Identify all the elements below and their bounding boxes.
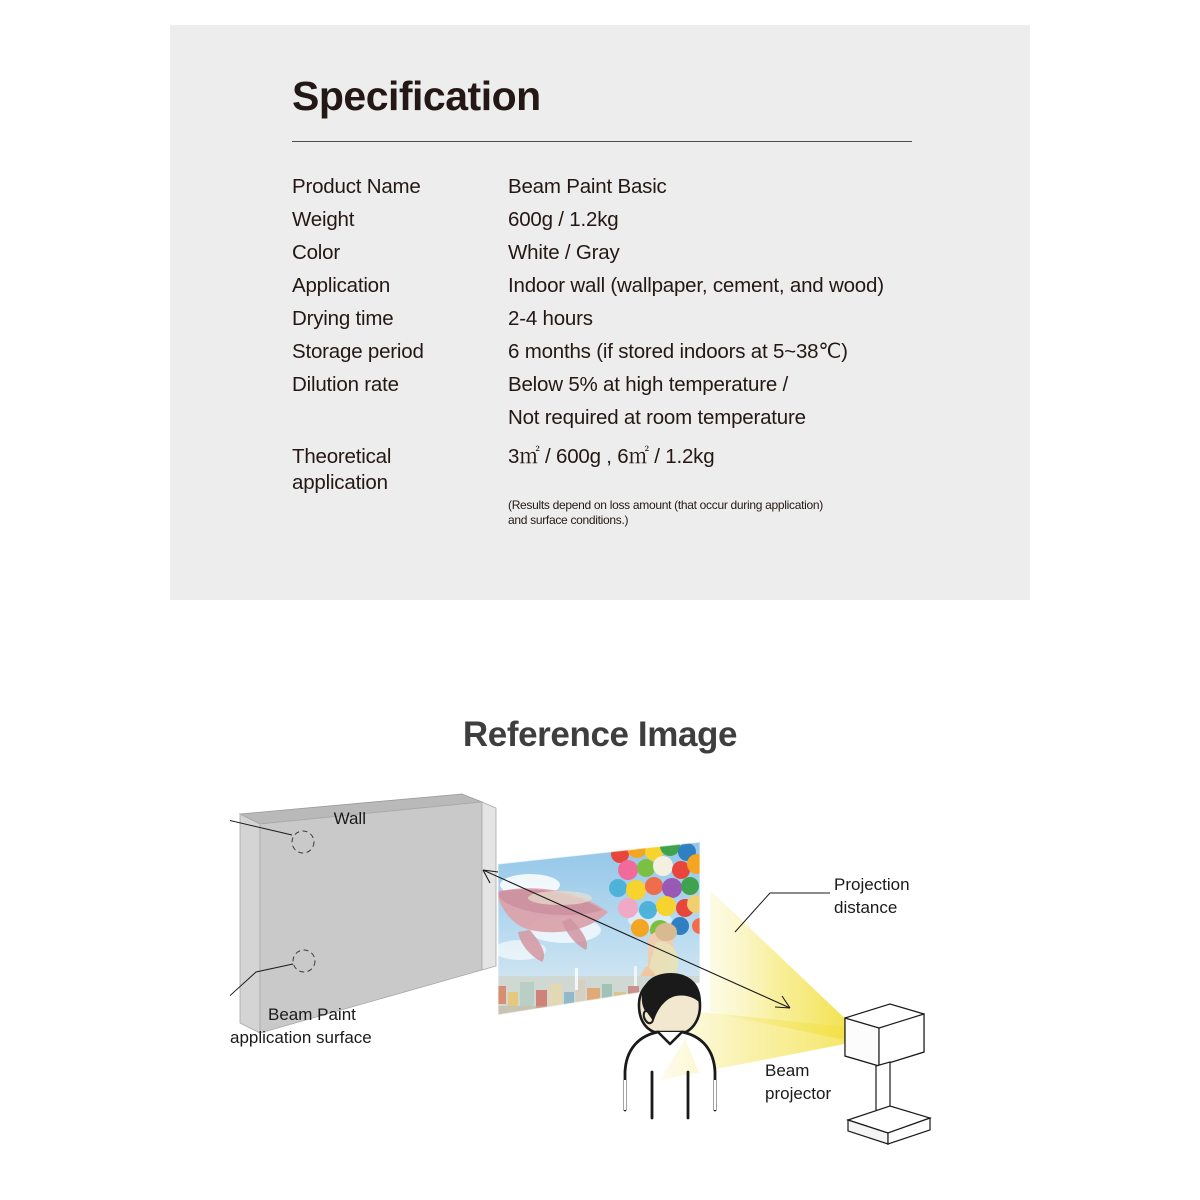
spec-value-theoretical-application: 3㎡ / 600g , 6㎡ / 1.2kg bbox=[508, 445, 715, 468]
spec-value-dilution-rate: Below 5% at high temperature / bbox=[508, 373, 789, 396]
reference-image-title: Reference Image bbox=[462, 715, 738, 754]
spec-label-color: Color bbox=[292, 241, 340, 264]
table-row bbox=[292, 269, 992, 302]
viewer-person bbox=[625, 973, 715, 1118]
spec-value-application: Indoor wall (wallpaper, cement, and wood) bbox=[508, 274, 884, 297]
spec-value-drying-time: 2-4 hours bbox=[508, 307, 593, 330]
spec-value-dilution-rate-line2: Not required at room temperature bbox=[508, 406, 806, 429]
specification-table bbox=[292, 170, 992, 527]
title-divider bbox=[292, 141, 912, 142]
spec-label-theoretical-line1: Theoretical bbox=[292, 445, 392, 468]
wall-slab bbox=[240, 794, 496, 1033]
spec-label-drying-time: Drying time bbox=[292, 307, 394, 330]
table-row bbox=[292, 368, 992, 401]
specification-panel bbox=[170, 25, 1030, 600]
spec-label-weight: Weight bbox=[292, 208, 355, 231]
table-row bbox=[292, 170, 992, 203]
label-beam-projector-line2: projector bbox=[765, 1084, 832, 1103]
label-wall: Wall bbox=[333, 809, 366, 828]
label-projection-distance-line2: distance bbox=[834, 898, 898, 917]
spec-label-storage-period: Storage period bbox=[292, 340, 424, 363]
table-row bbox=[292, 335, 992, 368]
label-beam-projector-line1: Beam bbox=[765, 1061, 810, 1080]
table-row bbox=[292, 203, 992, 236]
table-row bbox=[292, 302, 992, 335]
table-row bbox=[292, 440, 992, 496]
label-beam-paint-surface-line1: Beam Paint bbox=[268, 1005, 356, 1024]
spec-value-storage-period: 6 months (if stored indoors at 5~38℃) bbox=[508, 340, 848, 363]
label-beam-paint-surface-line2: application surface bbox=[230, 1028, 372, 1047]
spec-label-product-name: Product Name bbox=[292, 175, 421, 198]
spec-value-weight: 600g / 1.2kg bbox=[508, 208, 619, 231]
spec-note-line2: and surface conditions.) bbox=[508, 512, 629, 527]
spec-note-theoretical-application bbox=[508, 498, 992, 527]
reference-diagram bbox=[230, 780, 970, 1170]
spec-note-line1: (Results depend on loss amount (that occur during application) bbox=[508, 498, 823, 512]
spec-label-theoretical-application bbox=[292, 440, 508, 496]
spec-value-color: White / Gray bbox=[508, 241, 620, 264]
page-title: Specification bbox=[292, 73, 541, 119]
spec-value-product-name: Beam Paint Basic bbox=[508, 175, 667, 198]
spec-label-application: Application bbox=[292, 274, 391, 297]
spec-label-dilution-rate: Dilution rate bbox=[292, 373, 399, 396]
spec-label-theoretical-line2: application bbox=[292, 471, 388, 494]
table-row bbox=[292, 236, 992, 269]
beam-projector bbox=[845, 1004, 930, 1144]
label-projection-distance-line1: Projection bbox=[834, 875, 910, 894]
